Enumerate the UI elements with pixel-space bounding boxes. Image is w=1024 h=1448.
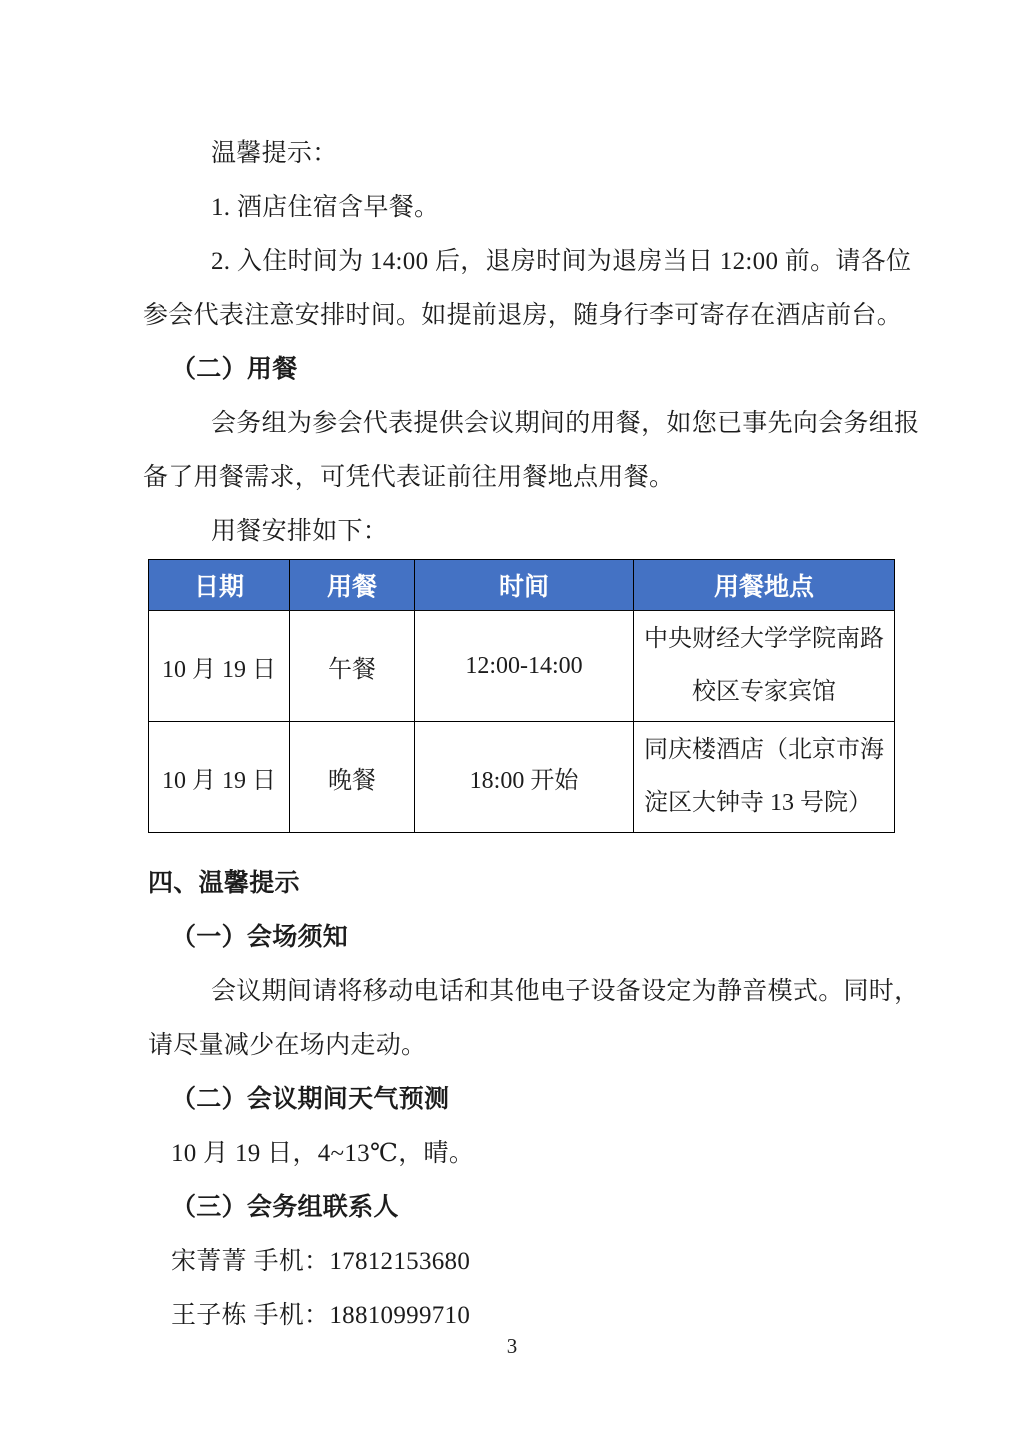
meal-table-row-dinner (149, 722, 895, 833)
venue-notes-heading: （一）会场须知 (171, 924, 349, 951)
tip-item-1: 1. 酒店住宿含早餐。 (211, 194, 440, 221)
header-cell-location: 用餐地点 (634, 560, 895, 611)
header-cell-meal: 用餐 (290, 560, 415, 611)
dining-paragraph-line-1: 会务组为参会代表提供会议期间的用餐，如您已事先向会务组报 (211, 410, 920, 437)
meal-table-head (149, 560, 895, 611)
meal-table-body (149, 611, 895, 833)
cell-time: 12:00-14:00 (415, 611, 634, 722)
contact-person-2: 王子栋 手机：18810999710 (171, 1302, 471, 1329)
meal-table-row-lunch (149, 611, 895, 722)
location-line-2: 淀区大钟寺 13 号院） (644, 790, 872, 816)
meal-schedule-table (148, 559, 895, 833)
venue-notes-line-1: 会议期间请将移动电话和其他电子设备设定为静音模式。同时， (211, 978, 920, 1005)
location-line-1: 同庆楼酒店（北京市海 (644, 737, 884, 763)
header-cell-time: 时间 (415, 560, 634, 611)
weather-forecast-line: 10 月 19 日，4~13℃，晴。 (171, 1140, 475, 1167)
page-content (143, 127, 920, 1343)
weather-heading: （二）会议期间天气预测 (171, 1086, 450, 1113)
section-4-heading: 四、温馨提示 (148, 870, 300, 897)
dining-schedule-label: 用餐安排如下： (211, 518, 389, 545)
cell-date: 10 月 19 日 (149, 611, 290, 722)
contact-person-1: 宋菁菁 手机：17812153680 (171, 1248, 471, 1275)
cell-date: 10 月 19 日 (149, 722, 290, 833)
cell-time: 18:00 开始 (415, 722, 634, 833)
venue-notes-line-2: 请尽量减少在场内走动。 (148, 1032, 427, 1059)
page-number: 3 (506, 1334, 518, 1358)
location-line-2: 校区专家宾馆 (692, 679, 836, 705)
dining-paragraph-line-2: 备了用餐需求，可凭代表证前往用餐地点用餐。 (143, 464, 675, 491)
tips-label: 温馨提示： (211, 140, 338, 167)
cell-location (634, 611, 895, 722)
header-cell-date: 日期 (149, 560, 290, 611)
cell-meal: 午餐 (290, 611, 415, 722)
meal-table-header-row (149, 560, 895, 611)
tip-item-2-line-2: 参会代表注意安排时间。如提前退房，随身行李可寄存在酒店前台。 (143, 302, 903, 329)
cell-location (634, 722, 895, 833)
tip-item-2-line-1: 2. 入住时间为 14:00 后，退房时间为退房当日 12:00 前。请各位 (211, 248, 912, 275)
location-line-1: 中央财经大学学院南路 (644, 626, 884, 652)
contacts-heading: （三）会务组联系人 (171, 1194, 399, 1221)
cell-meal: 晚餐 (290, 722, 415, 833)
dining-section-heading: （二）用餐 (171, 356, 298, 383)
